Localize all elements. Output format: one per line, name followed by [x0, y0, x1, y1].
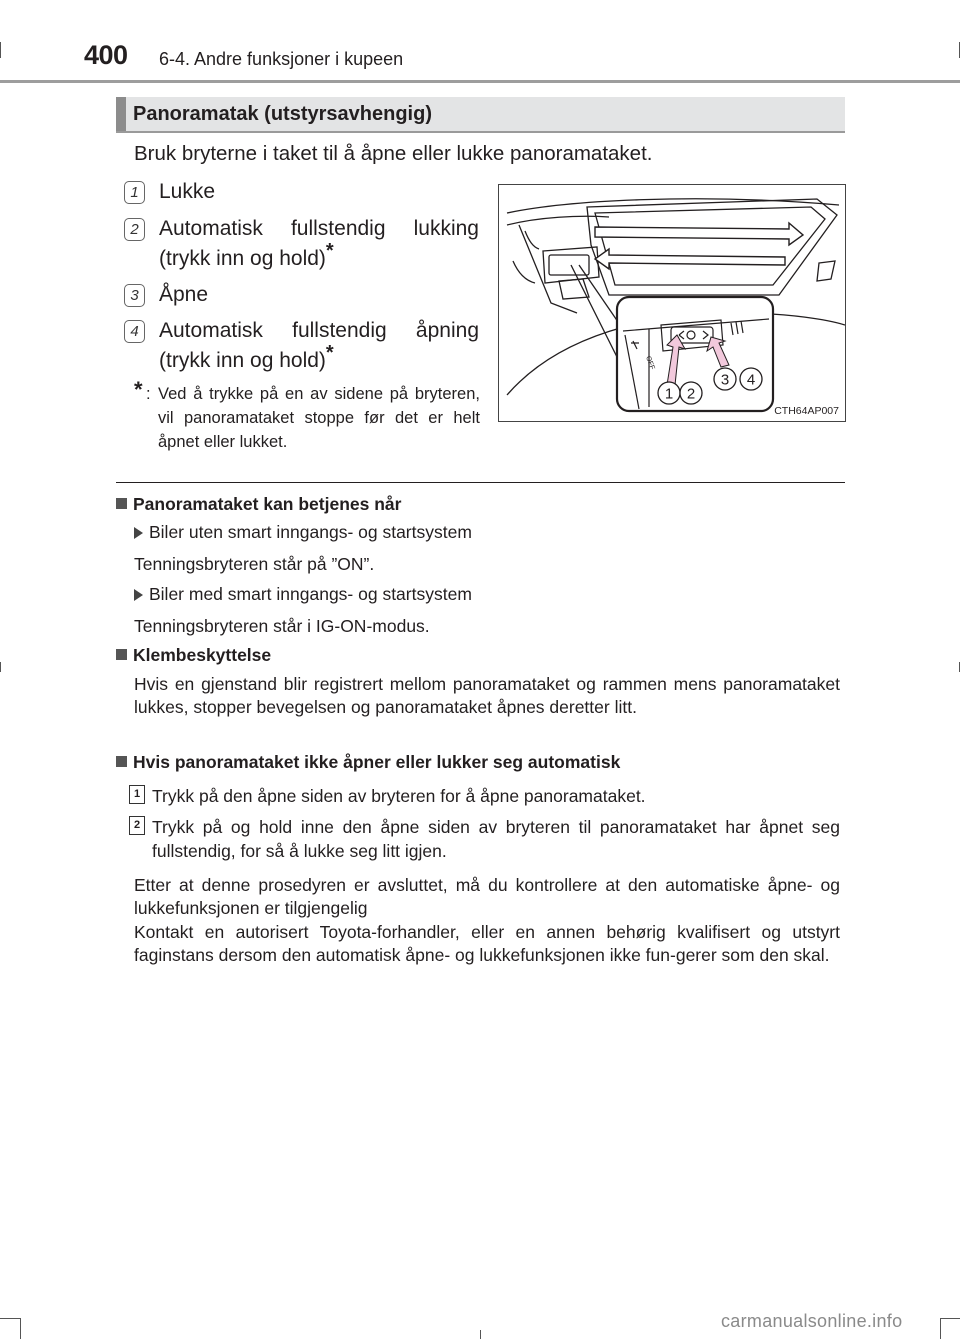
paragraph: Etter at denne prosedyren er avsluttet, må du kontrollere at den automatiske åpne- og lukkefunksjonen er tilgjengelig — [134, 875, 840, 918]
step-text: Trykk på den åpne siden av bryteren for å åpne panoramataket. — [152, 786, 646, 806]
callout-1: 1 — [664, 385, 674, 403]
off-label: OFF — [644, 355, 656, 371]
bullet-text: Biler uten smart inngangs- og startsystem — [149, 522, 472, 542]
subsection-heading — [116, 645, 271, 666]
item-text — [159, 316, 479, 376]
watermark: carmanualsonline.info — [721, 1311, 903, 1331]
item-text-content: Automatisk fullstendig åpning (trykk inn og hold) — [159, 319, 479, 372]
subsection-heading — [116, 494, 401, 515]
square-bullet-icon — [116, 756, 127, 767]
paragraph: Tenningsbryteren står på ”ON”. — [134, 554, 375, 574]
item-text — [159, 214, 479, 274]
heading-text: Panoramataket kan betjenes når — [133, 494, 402, 514]
list-item — [124, 177, 480, 209]
intro-text: Bruk bryterne i taket til å åpne eller lukke panoramataket. — [134, 142, 653, 165]
crop-mark — [940, 1318, 960, 1319]
square-bullet-icon — [116, 498, 127, 509]
step-badge: 2 — [129, 816, 145, 835]
roof-switch-illustration — [498, 184, 846, 422]
footnote-mark: * — [134, 377, 143, 402]
section-banner — [116, 97, 845, 133]
footnote-star: * — [325, 240, 334, 262]
section-title: 6-4. Andre funksjoner i kupeen — [159, 49, 404, 69]
crop-mark — [0, 662, 1, 672]
condition-bullet — [134, 584, 472, 605]
figure-code: CTH64AP007 — [774, 405, 839, 417]
section-divider — [116, 482, 845, 483]
bullet-text: Biler med smart inngangs- og startsystem — [149, 584, 472, 604]
heading-text: Hvis panoramataket ikke åpner eller lukker seg automatisk — [133, 752, 621, 772]
footnote-star: * — [325, 342, 334, 364]
number-badge: 2 — [124, 218, 145, 241]
banner-accent — [116, 97, 126, 131]
crop-mark — [940, 1318, 941, 1339]
header-rule — [0, 80, 960, 83]
square-bullet-icon — [116, 649, 127, 660]
heading-text: Klembeskyttelse — [133, 645, 272, 665]
footnote-colon: : — [146, 385, 151, 403]
number-badge: 4 — [124, 320, 145, 343]
number-badge: 1 — [124, 181, 145, 204]
illustration-svg — [499, 185, 845, 421]
crop-mark — [480, 1330, 481, 1339]
subsection-heading — [116, 752, 620, 773]
crop-mark — [20, 1318, 21, 1339]
step-badge: 1 — [129, 785, 145, 804]
triangle-bullet-icon — [134, 527, 143, 539]
paragraph: Kontakt en autorisert Toyota-forhandler, eller en annen behørig kvalifisert og utstyrt faginstans dersom den automatisk åpne- og lukkefunksjonen ikke fun-gerer som den skal. — [134, 922, 840, 965]
list-item — [124, 214, 480, 276]
crop-mark — [0, 1318, 20, 1319]
number-badge: 3 — [124, 284, 145, 307]
callout-3: 3 — [720, 371, 730, 389]
crop-mark — [0, 42, 1, 58]
page-number: 400 — [84, 40, 128, 70]
footnote-text: Ved å trykke på en av sidene på bryteren, vil panoramataket stoppe før det er helt åpnet eller lukket. — [158, 385, 480, 451]
banner-title: Panoramatak (utstyrsavhengig) — [133, 103, 432, 125]
item-text-content: Automatisk fullstendig lukking (trykk inn og hold) — [159, 217, 479, 270]
paragraph: Tenningsbryteren står i IG-ON-modus. — [134, 616, 430, 636]
triangle-bullet-icon — [134, 589, 143, 601]
list-item — [124, 316, 480, 378]
step-item — [129, 815, 840, 865]
list-item — [124, 280, 480, 312]
step-item — [129, 784, 840, 810]
item-text: Åpne — [159, 283, 209, 306]
callout-4: 4 — [746, 371, 756, 389]
item-text: Lukke — [159, 180, 216, 203]
condition-bullet — [134, 522, 472, 543]
callout-2: 2 — [686, 385, 696, 403]
step-text: Trykk på og hold inne den åpne siden av bryteren til panoramataket har åpnet seg fullstendig, for så å lukke seg litt igjen. — [152, 817, 840, 861]
paragraph: Hvis en gjenstand blir registrert mellom panoramataket og rammen mens panoramataket lukkes, stopper bevegelsen og panoramataket åpnes deretter litt. — [134, 674, 840, 717]
